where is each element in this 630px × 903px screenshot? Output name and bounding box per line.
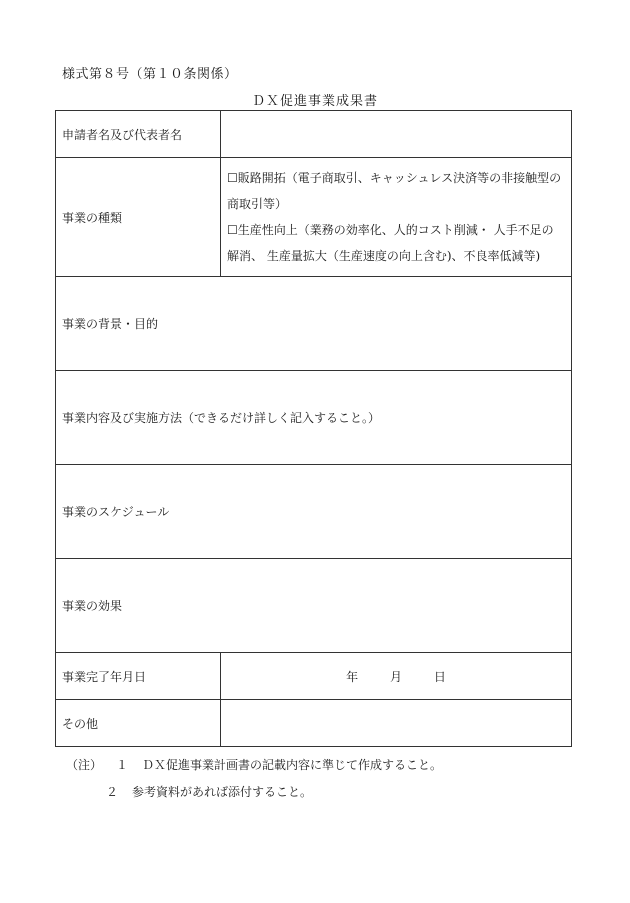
kind-options: [221, 158, 572, 277]
note-number: ２: [106, 785, 119, 799]
note-text: 参考資料があれば添付すること。: [132, 785, 313, 799]
document-title: ＤＸ促進事業成果書: [251, 94, 378, 109]
note-text: ＤＸ促進事業計画書の記載内容に準じて作成すること。: [142, 758, 443, 772]
applicant-input[interactable]: [221, 111, 572, 158]
note-number: １: [116, 758, 129, 772]
month-unit: 月: [389, 669, 402, 684]
other-row: [56, 700, 572, 747]
note-item-2: [66, 779, 442, 806]
notes-prefix: （注）: [66, 758, 103, 772]
content-label: 事業内容及び実施方法（できるだけ詳しく記入すること。）: [62, 411, 381, 425]
content-row: [56, 371, 572, 465]
other-label: その他: [56, 700, 221, 747]
applicant-label: 申請者名及び代表者名: [56, 111, 221, 158]
completion-date-field[interactable]: [221, 653, 572, 700]
kind-label: 事業の種類: [56, 158, 221, 277]
background-row: [56, 277, 572, 371]
note-item-1: [66, 752, 442, 779]
completion-row: [56, 653, 572, 700]
report-table: [55, 110, 572, 747]
schedule-label: 事業のスケジュール: [62, 505, 170, 519]
day-unit: 日: [433, 669, 446, 684]
notes: [66, 752, 442, 806]
background-field[interactable]: [56, 277, 572, 371]
other-input[interactable]: [221, 700, 572, 747]
kind-row: [56, 158, 572, 277]
effect-label: 事業の効果: [62, 599, 123, 613]
content-field[interactable]: [56, 371, 572, 465]
kind-option-sales[interactable]: ☐販路開拓（電子商取引、キャッシュレス決済等の非接触型の商取引等）: [227, 171, 562, 211]
background-label: 事業の背景・目的: [62, 317, 159, 331]
schedule-row: [56, 465, 572, 559]
schedule-field[interactable]: [56, 465, 572, 559]
year-unit: 年: [346, 669, 359, 684]
effect-row: [56, 559, 572, 653]
effect-field[interactable]: [56, 559, 572, 653]
kind-option-productivity[interactable]: ☐生産性向上（業務の効率化、人的コスト削減・ 人手不足の解消、 生産量拡大（生産速度の向上含む)、不良率低減等): [227, 223, 554, 263]
completion-label: 事業完了年月日: [56, 653, 221, 700]
applicant-row: [56, 111, 572, 158]
form-number: 様式第８号（第１０条関係）: [62, 67, 238, 82]
